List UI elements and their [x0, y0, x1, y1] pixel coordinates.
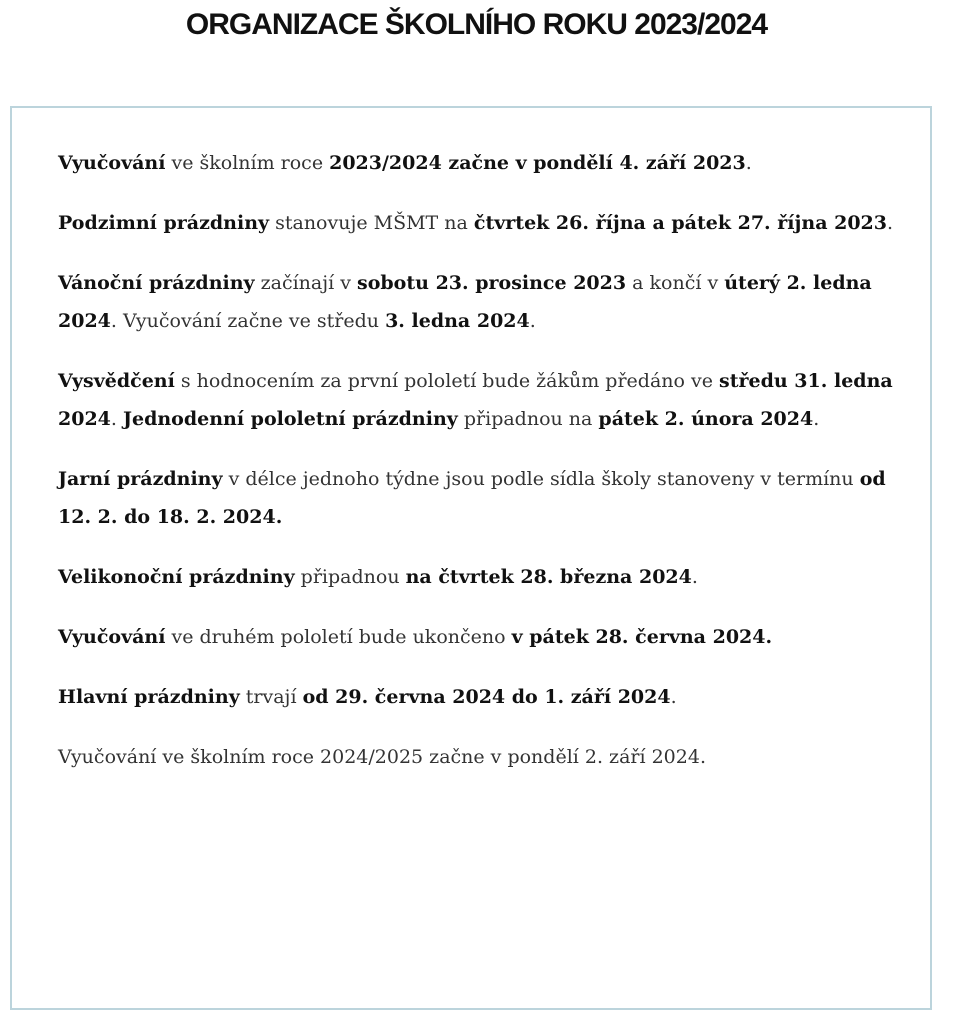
text: ve školním roce	[165, 152, 330, 174]
bold-text: čtvrtek 26. října a pátek 27. října 2023	[473, 212, 888, 234]
text: s hodnocením za první pololetí bude žákům předáno ve	[174, 370, 720, 392]
text: v délce jednoho týdne jsou podle sídla školy stanoveny v termínu	[222, 468, 860, 490]
paragraph-summer-holidays	[58, 678, 900, 716]
page-title: ORGANIZACE ŠKOLNÍHO ROKU 2023/2024	[185, 8, 768, 41]
paragraph-autumn-holidays	[58, 204, 900, 242]
text: .	[691, 566, 698, 588]
bold-text: Jednodenní pololetní prázdniny	[122, 408, 458, 430]
bold-text: Podzimní prázdniny	[58, 212, 270, 234]
bold-text: úterý 2. ledna 2024	[58, 272, 872, 332]
content-box	[10, 106, 932, 1010]
text: .	[745, 152, 752, 174]
bold-text: Vysvědčení	[58, 370, 175, 392]
paragraph-easter-holidays	[58, 558, 900, 596]
text: a končí v	[626, 272, 725, 294]
bold-text: středu 31. ledna 2024	[58, 370, 893, 430]
text: .	[529, 310, 536, 332]
text: začínají v	[254, 272, 358, 294]
bold-text: 3. ledna 2024	[385, 310, 530, 332]
paragraph-spring-holidays	[58, 460, 900, 536]
paragraph-report-card	[58, 362, 900, 438]
bold-text: v pátek 28. června 2024.	[511, 626, 773, 648]
text: Vyučování ve školním roce 2024/2025 začne v pondělí 2. září 2024.	[58, 746, 706, 768]
bold-text: pátek 2. února 2024	[598, 408, 814, 430]
bold-text: Vánoční prázdniny	[58, 272, 255, 294]
bold-text: Velikonoční prázdniny	[58, 566, 295, 588]
paragraph-second-term-end	[58, 618, 900, 656]
text: .	[887, 212, 894, 234]
bold-text: od 29. června 2024 do 1. září 2024	[302, 686, 671, 708]
text: stanovuje MŠMT na	[269, 212, 474, 234]
bold-text: Jarní prázdniny	[58, 468, 223, 490]
bold-text: sobotu 23. prosince 2023	[357, 272, 627, 294]
bold-text: od 12. 2. do 18. 2. 2024.	[58, 468, 886, 528]
text: připadnou na	[457, 408, 599, 430]
bold-text: 2023/2024 začne v pondělí 4. září 2023	[329, 152, 746, 174]
bold-text: Vyučování	[58, 152, 166, 174]
text: ve druhém pololetí bude ukončeno	[165, 626, 512, 648]
text: trvají	[239, 686, 303, 708]
text: .	[110, 408, 123, 430]
bold-text: na čtvrtek 28. března 2024	[405, 566, 692, 588]
bold-text: Hlavní prázdniny	[58, 686, 240, 708]
text: připadnou	[294, 566, 406, 588]
paragraph-next-year-start	[58, 738, 900, 776]
bold-text: Vyučování	[58, 626, 166, 648]
text: .	[670, 686, 677, 708]
text: . Vyučování začne ve středu	[110, 310, 386, 332]
text: .	[813, 408, 820, 430]
paragraph-school-year-start	[58, 144, 900, 182]
paragraph-christmas-holidays	[58, 264, 900, 340]
